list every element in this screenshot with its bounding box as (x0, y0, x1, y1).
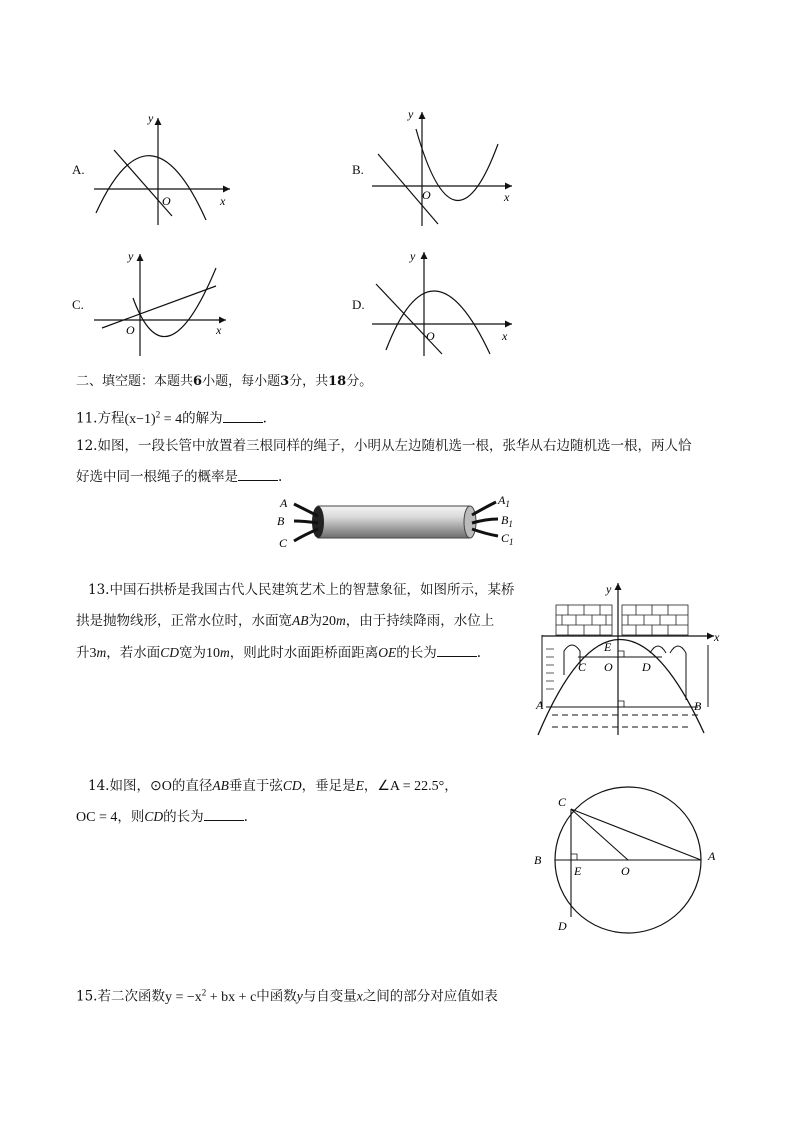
right-bricks (622, 605, 688, 635)
label-e: E (604, 640, 612, 654)
parabola (386, 291, 490, 354)
label-a: A (536, 698, 544, 712)
label-c: C (558, 795, 567, 809)
left-bricks (556, 605, 612, 635)
left-hatching (546, 649, 554, 689)
segment-ac (571, 809, 701, 860)
origin-label: O (162, 194, 171, 208)
label-c1: $C_1$ (501, 531, 514, 547)
question-12-line1: 12.如图，一段长管中放置着三根同样的绳子，小明从左边随机选一根，张华从右边随机选一根，两人恰 (76, 438, 692, 454)
rope-a1 (472, 502, 496, 515)
label-e: E (574, 864, 582, 878)
rope-b (294, 521, 318, 523)
label-a: A (280, 496, 288, 510)
question-12-line2: 好选中同一根绳子的概率是 . (76, 469, 283, 485)
tube (318, 506, 470, 538)
question-15: 15.若二次函数$y = -x^2$ + bx + c中函数y与自变量x之间的部分对应值如表 (76, 987, 498, 1005)
option-a-graph (88, 110, 248, 225)
bridge-figure (528, 575, 728, 740)
main-arch (538, 639, 704, 735)
x-label: x (502, 329, 508, 343)
line (102, 286, 216, 328)
origin-label: O (126, 323, 135, 337)
label-b1: $B_1$ (501, 513, 513, 529)
label-x: x (714, 630, 720, 644)
y-label: y (408, 107, 414, 121)
label-b: B (534, 853, 542, 867)
y-label: y (128, 249, 134, 263)
question-13-line3: 升3m，若水面CD宽为10m，则此时水面距桥面距离OE的长为 . (76, 645, 482, 661)
parabola (96, 156, 206, 220)
circle-figure (528, 780, 728, 950)
label-o: O (604, 660, 613, 674)
question-14-line2: OC = 4，则CD的长为 . (76, 809, 248, 825)
option-a-label: A. (72, 162, 85, 177)
rope-c (294, 529, 318, 541)
option-b-graph (366, 104, 526, 229)
label-d: D (642, 660, 651, 674)
question-13-line2: 拱是抛物线形，正常水位时，水面宽AB为20m，由于持续降雨，水位上 (76, 613, 495, 629)
question-14-line1: 14.如图，⊙O的直径AB垂直于弦CD，垂足是E，∠A = 22.5°， (88, 778, 458, 794)
label-b: B (277, 514, 285, 528)
parabola (133, 268, 216, 337)
equation: $(x-1)^2 = 4$ (124, 409, 183, 427)
option-d-graph (366, 246, 526, 358)
answer-blank[interactable] (437, 644, 477, 657)
section-heading: 二、填空题：本题共6小题，每小题3分，共18分。 (76, 374, 373, 389)
origin-label: O (426, 329, 435, 343)
x-label: x (504, 190, 510, 204)
x-label: x (220, 194, 226, 208)
label-a: A (708, 849, 716, 863)
label-b: B (694, 699, 702, 713)
origin-label: O (422, 188, 431, 202)
label-d: D (558, 919, 567, 933)
option-c-label: C. (72, 297, 84, 312)
option-b-label: B. (352, 162, 364, 177)
label-a1: $A_1$ (498, 493, 510, 509)
option-c-graph (88, 248, 248, 360)
answer-blank[interactable] (223, 410, 263, 423)
x-label: x (216, 323, 222, 337)
question-11: 11.方程$(x-1)^2 = 4$的解为 . (76, 409, 267, 427)
y-label: y (148, 111, 154, 125)
y-label: y (410, 249, 416, 263)
label-c: C (279, 536, 288, 550)
rope-c1 (472, 529, 498, 536)
line (376, 284, 442, 354)
question-13-line1: 13.中国石拱桥是我国古代人民建筑艺术上的智慧象征，如图所示，某桥 (88, 582, 515, 598)
rope-tube-figure (272, 492, 532, 552)
label-y: y (606, 582, 612, 596)
answer-blank[interactable] (238, 468, 278, 481)
function: $y = -x^2$ + bx + c (164, 987, 257, 1005)
label-c: C (578, 660, 587, 674)
answer-blank[interactable] (204, 808, 244, 821)
option-d-label: D. (352, 297, 365, 312)
label-o: O (621, 864, 630, 878)
segment-oc (571, 809, 628, 860)
